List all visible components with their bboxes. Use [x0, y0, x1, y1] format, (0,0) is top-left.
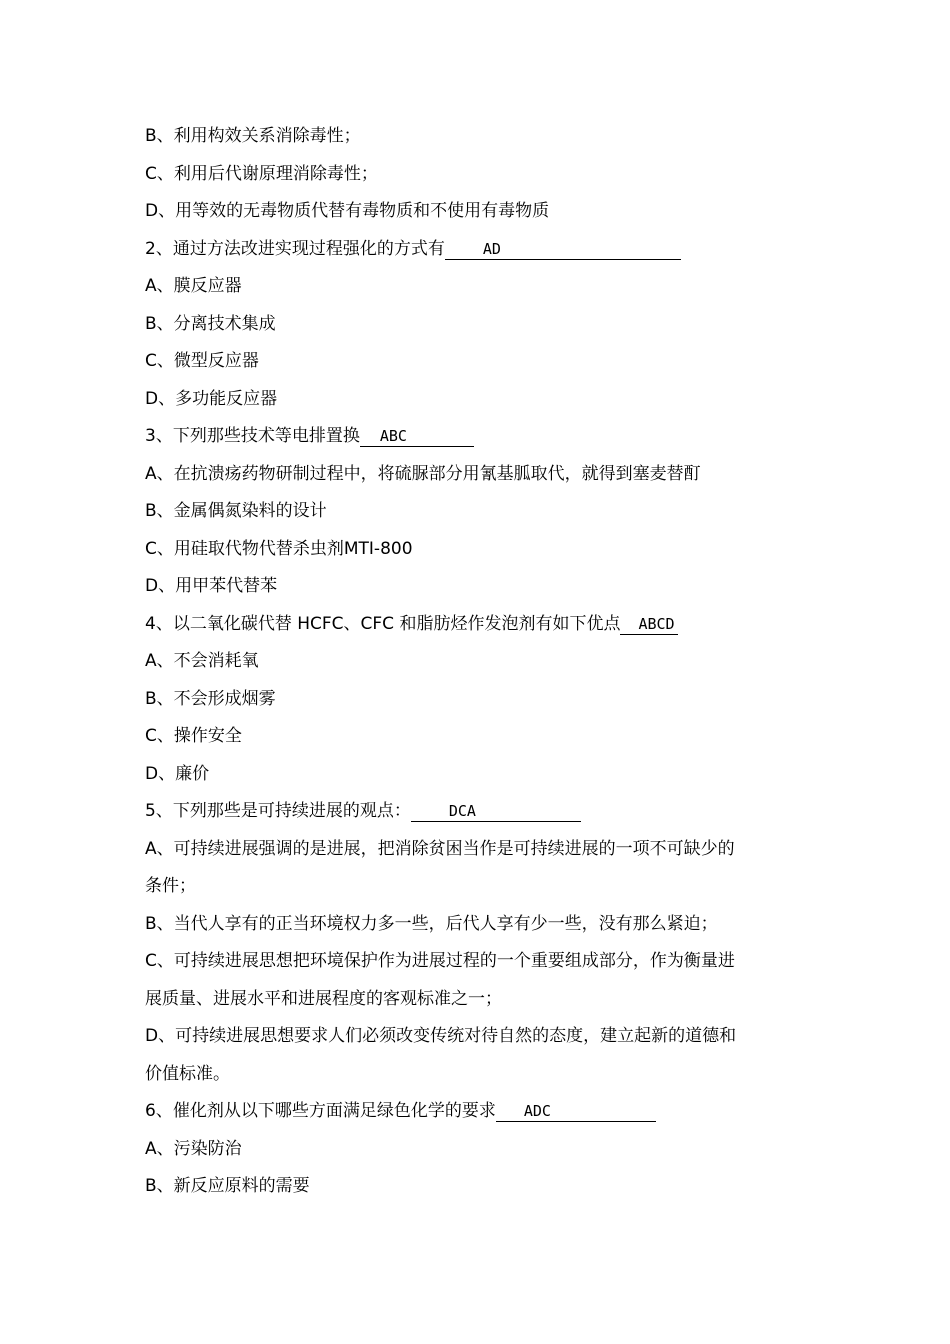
option-line: A、膜反应器 — [145, 276, 242, 296]
option-line: D、可持续进展思想要求人们必须改变传统对待自然的态度，建立起新的道德和 — [145, 1026, 737, 1046]
question-line — [145, 606, 825, 644]
answer-blank: ABCD — [620, 614, 678, 635]
option-line: A、在抗溃疡药物研制过程中，将硫脲部分用氰基胍取代，就得到塞麦替酊 — [145, 463, 701, 484]
option-line: B、利用构效关系消除毒性； — [145, 126, 361, 146]
option-line: D、用等效的无毒物质代替有毒物质和不使用有毒物质 — [145, 201, 550, 221]
option-line: 展质量、进展水平和进展程度的客观标准之一； — [145, 988, 502, 1009]
question-text: 6、催化剂从以下哪些方面满足绿色化学的要求 — [145, 1101, 496, 1121]
answer-blank: ABC — [360, 426, 474, 447]
question-line — [145, 231, 825, 269]
option-line: D、廉价 — [145, 763, 210, 784]
answer-blank: DCA — [411, 801, 581, 822]
option-line: A、不会消耗氧 — [145, 651, 259, 671]
answer-blank: ADC — [496, 1101, 656, 1122]
option-line: D、用甲苯代替苯 — [145, 576, 278, 596]
option-line: C、利用后代谢原理消除毒性； — [145, 163, 378, 184]
option-line: A、污染防治 — [145, 1138, 242, 1159]
option-line: C、可持续进展思想把环境保护作为进展过程的一个重要组成部分，作为衡量进 — [145, 951, 735, 971]
option-line: B、分离技术集成 — [145, 313, 276, 334]
option-line: B、不会形成烟雾 — [145, 688, 276, 709]
option-line: D、多功能反应器 — [145, 388, 278, 409]
option-line: B、当代人享有的正当环境权力多一些，后代人享有少一些，没有那么紧迫； — [145, 913, 718, 934]
option-line: 条件； — [145, 876, 196, 896]
option-line: B、金属偶氮染料的设计 — [145, 501, 327, 521]
question-text: 4、以二氧化碳代替 HCFC、CFC 和脂肪烃作发泡剂有如下优点 — [145, 613, 621, 634]
question-text: 5、下列那些是可持续进展的观点： — [145, 801, 411, 821]
question-text: 3、下列那些技术等电排置换 — [145, 426, 360, 446]
question-line — [145, 1093, 825, 1131]
option-line: B、新反应原料的需要 — [145, 1176, 310, 1196]
document-body — [145, 118, 825, 1206]
question-line — [145, 418, 825, 456]
option-line: C、操作安全 — [145, 726, 242, 746]
option-line: 价值标准。 — [145, 1063, 230, 1084]
option-line: A、可持续进展强调的是进展，把消除贫困当作是可持续进展的一项不可缺少的 — [145, 838, 735, 859]
option-line: C、微型反应器 — [145, 351, 259, 371]
option-line: C、用硅取代物代替杀虫剂MTI-800 — [145, 538, 413, 559]
answer-blank: AD — [445, 239, 681, 260]
question-line — [145, 793, 825, 831]
question-text: 2、通过方法改进实现过程强化的方式有 — [145, 238, 445, 259]
